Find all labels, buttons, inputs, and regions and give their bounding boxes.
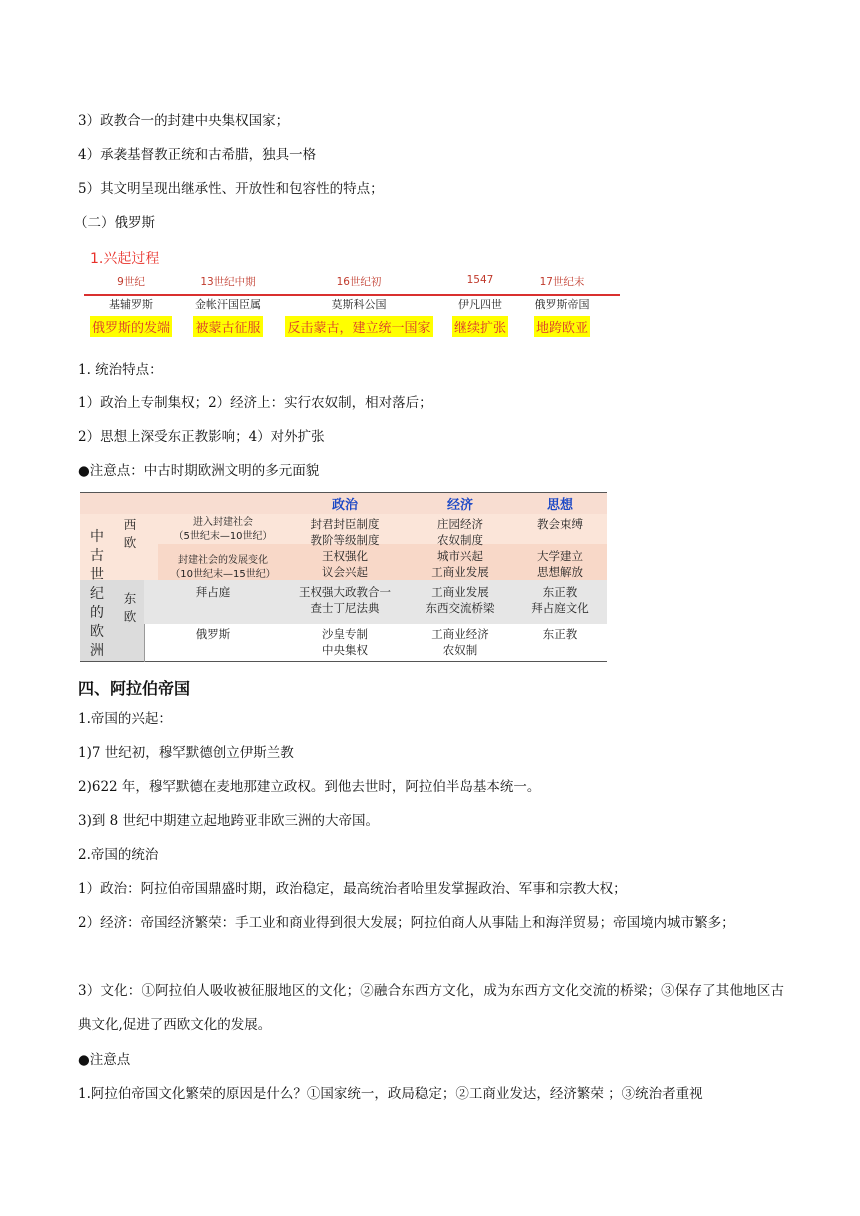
table-cell-politics: 王权强大政教合一 查士丁尼法典 [299,585,391,615]
timeline-event: 俄罗斯帝国 [534,298,590,311]
timeline-item [184,274,272,337]
timeline-item [520,274,604,337]
timeline-highlight: 被蒙古征服 [193,316,262,337]
table-cell-economy: 庄园经济 农奴制度 [437,517,483,547]
table-cell-politics: 王权强化 议会兴起 [322,549,368,579]
text-line: 1）政治：阿拉伯帝国鼎盛时期，政治稳定，最高统治者哈里发掌握政治、军事和宗教大权； [78,881,627,897]
timeline-item [276,274,442,337]
table-cell-thought: 教会束缚 [537,517,583,531]
timeline-highlight: 继续扩张 [452,316,508,337]
table-cell-economy: 工商业经济 农奴制 [431,627,489,657]
table-cell-politics: 沙皇专制 中央集权 [322,627,368,657]
medieval-europe-table [80,492,607,662]
table-header: 思想 [546,498,573,513]
paragraph-note: 1.阿拉伯帝国文化繁荣的原因是什么？①国家统一，政局稳定；②工商业发达，经济繁荣 ；③统治者重视 [78,1086,703,1102]
text-line: 5）其文明呈现出继承性、开放性和包容性的特点； [78,181,384,197]
text-line: 1. 统治特点： [78,362,163,378]
table-cell-economy: 城市兴起 工商业发展 [431,549,489,579]
text-line: 2）思想上深受东正教影响；4）对外扩张 [78,429,325,445]
timeline-event: 莫斯科公国 [331,298,387,311]
text-line: 1)7 世纪初，穆罕默德创立伊斯兰教 [78,745,294,761]
east-label: 东 欧 [123,591,137,624]
table-cell-thought: 东正教 [542,627,578,641]
timeline-item [444,274,516,337]
timeline-date: 1547 [466,274,494,286]
text-line: 1）政治上专制集权；2）经济上：实行农奴制，相对落后； [78,395,433,411]
note-label: ●注意点 [78,1052,131,1068]
table-cell-politics: 封君封臣制度 教阶等级制度 [310,517,380,547]
timeline-event: 金帐汗国臣属 [195,298,261,311]
table-cell-stage: 封建社会的发展变化 （10世纪末—15世纪） [170,555,276,580]
timeline-date: 13世纪中期 [200,276,256,288]
paragraph-culture: 3）文化：①阿拉伯人吸收被征服地区的文化；②融合东西方文化，成为东西方文化交流的桥梁；③保存了其他地区古典文化,促进了西欧文化的发展。 [78,983,784,1033]
timeline-event: 伊凡四世 [458,298,502,311]
timeline-highlight: 俄罗斯的发端 [90,316,172,337]
timeline-highlight: 地跨欧亚 [534,316,590,337]
paragraph-economy: 2）经济：帝国经济繁荣：手工业和商业得到很大发展；阿拉伯商人从事陆上和海洋贸易；帝国境内城市繁多； [78,915,735,931]
timeline-event: 基辅罗斯 [109,298,153,311]
table-cell-economy: 工商业发展 东西交流桥梁 [425,585,495,615]
timeline-date: 16世纪初 [336,276,382,288]
table-cell-stage: 俄罗斯 [195,627,231,641]
timeline-highlight: 反击蒙古，建立统一国家 [285,316,432,337]
russia-rise-timeline [80,244,625,344]
subsection-heading: （二）俄罗斯 [74,215,155,231]
text-line: 1.帝国的兴起： [78,711,172,727]
section-title: 四、阿拉伯帝国 [78,679,191,698]
table-cell-thought: 大学建立 思想解放 [537,549,583,579]
side-label: 中 古 世 纪 的 欧 洲 [90,529,104,659]
table-header: 政治 [331,498,358,513]
text-line: 2.帝国的统治 [78,847,159,863]
timeline-item [82,274,180,337]
note-line: ●注意点：中古时期欧洲文明的多元面貌 [78,463,320,479]
timeline-date: 17世纪末 [539,276,585,288]
text-line: 4）承袭基督教正统和古希腊，独具一格 [78,147,317,163]
timeline-title: 1.兴起过程 [90,251,160,267]
table-cell-thought: 东正教 拜占庭文化 [531,585,589,615]
text-line: 3)到 8 世纪中期建立起地跨亚非欧三洲的大帝国。 [78,813,380,829]
text-line: 2)622 年，穆罕默德在麦地那建立政权。到他去世时，阿拉伯半岛基本统一。 [78,779,541,795]
table-cell-stage: 拜占庭 [195,585,231,599]
text-line: 3）政教合一的封建中央集权国家； [78,113,290,129]
table-cell-stage: 进入封建社会 （5世纪末—10世纪） [173,517,273,542]
table-header: 经济 [446,498,473,513]
timeline-date: 9世纪 [117,276,145,288]
west-label: 西 欧 [123,517,137,550]
